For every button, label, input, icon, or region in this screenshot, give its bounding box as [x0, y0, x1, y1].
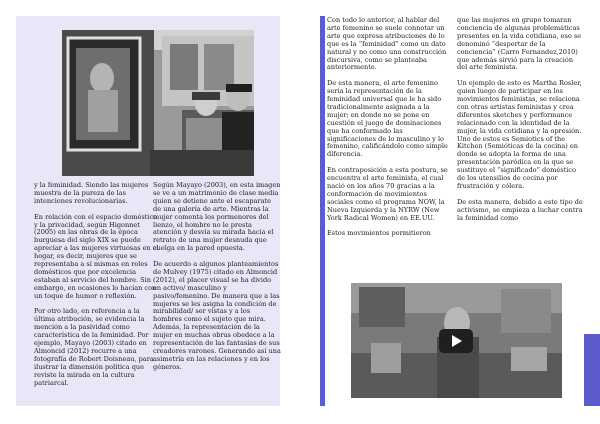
right-column-2	[457, 17, 585, 223]
paragraph: De esta manera, el arte femenino sería la representación de la feminidad universal que le ha sido tradicionalmente asignada a la mujer; en donde no se pone en cuestión el juego de dominaciones que ha conformado las significaciones de lo masculino y lo femenino, calificándolo como simple diferencia.	[327, 79, 448, 159]
paragraph: y la feminidad. Siendo las mujeres muestra de la pureza de las intenciones revolucionarias.	[34, 181, 149, 205]
left-column-2	[153, 182, 281, 372]
doisneau-photo	[62, 30, 254, 176]
play-icon	[452, 335, 462, 347]
right-column-1	[327, 17, 448, 238]
play-button[interactable]	[439, 329, 473, 353]
paragraph: En contraposición a esta postura, se encuentra el arte feminista, el cual nació en los años 70 gracias a la conformación de movimientos sociales como el programa NOW, la Nueva Izquierda y la NYRW (New York Radical Women) en EE.UU.	[327, 166, 448, 222]
accent-bar-right	[584, 334, 600, 406]
paragraph: Estos movimientos permitieron	[327, 229, 431, 238]
paragraph: Con todo lo anterior, al hablar del arte femenino se suele connotar un arte que expresa atribuciones de lo que es la “feminidad” como un dato natural y no como una construcción discursiva, como se planteaba anteriormente.	[327, 16, 447, 72]
paragraph: que las mujeres en grupo tomaran conciencia de algunas problemáticas presentes en la vida cotidiana, eso se denominó “despertar de la conciencia” (Carro Fernandez,2010) que además sirvió para la creación del arte feminista.	[457, 16, 582, 72]
left-page	[16, 16, 280, 406]
paragraph: De esta manera, debido a este tipo de activismo, se empieza a luchar contra la feminidad como	[457, 197, 583, 222]
paragraph: De acuerdo a algunos planteamientos de Mulvey (1975) citado en Almoncid (2012), el placer visual se ha divido en activo/ masculino y pasivo/femenino. De manera que a las mujeres se les asigna la condición de mirabilidad/ ser vistas y a los hombres como el sujeto que mira. Además, la representación de la mujer en muchas obras obedece a la representación de las fantasías de sus creadores varones. Generando así una asimetría en las relaciones y en los géneros.	[153, 260, 281, 371]
left-column-1	[34, 182, 162, 388]
paragraph: Por otro lado, en referencia a la última atribución, se evidencia la mención a la pasividad como característica de la feminidad. Por ejemplo, Mayayo (2003) citado en Almoncid (2012) recurre a una fotografía de Robert Doisneau, para ilustrar la dimensión política que reviste la mirada en la cultura patriarcal.	[34, 307, 154, 387]
paragraph: Un ejemplo de esto es Martha Rosler, quien luego de participar en los movimientos feministas, se relaciona con otras artistas feministas y crea diferentes sketches y performance relacionado con la identidad de la mujer, la vida cotidiana y la opresión. Uno de estos es Semiotics of the Kitchen (Semióticas de la cocina) en donde se adopta la forma de una presentación paródica en la que se sustituye el “significado” doméstico de los utensilios de cocina por frustración y cólera.	[457, 79, 582, 191]
paragraph: Según Mayayo (2003), en esta imagen se ve a un matrimonio de clase media quien se detiene ante el escaparate de una galería de arte. Mientras la mujer comenta los pormenores del lienzo, el hombre no le presta atención y desvía su mirada hacia el retrato de una mujer desnuda que cuelga en la pared opuesta.	[153, 181, 281, 253]
paragraph: En relación con el espacio doméstico y la privacidad, según Higonnet (2005) en las obras de la época burguesa del siglo XIX se puede apreciar a las mujeres virtuosas en el hogar, es decir, mujeres que se representaba a sí mismas en roles domésticos que por excelencia estaban al servicio del hombre. Sin embargo, en ocasiones lo hacían con un toque de humor o reflexión.	[34, 212, 159, 300]
accent-bar-left	[320, 16, 325, 406]
semiotics-kitchen-video[interactable]	[351, 283, 562, 398]
